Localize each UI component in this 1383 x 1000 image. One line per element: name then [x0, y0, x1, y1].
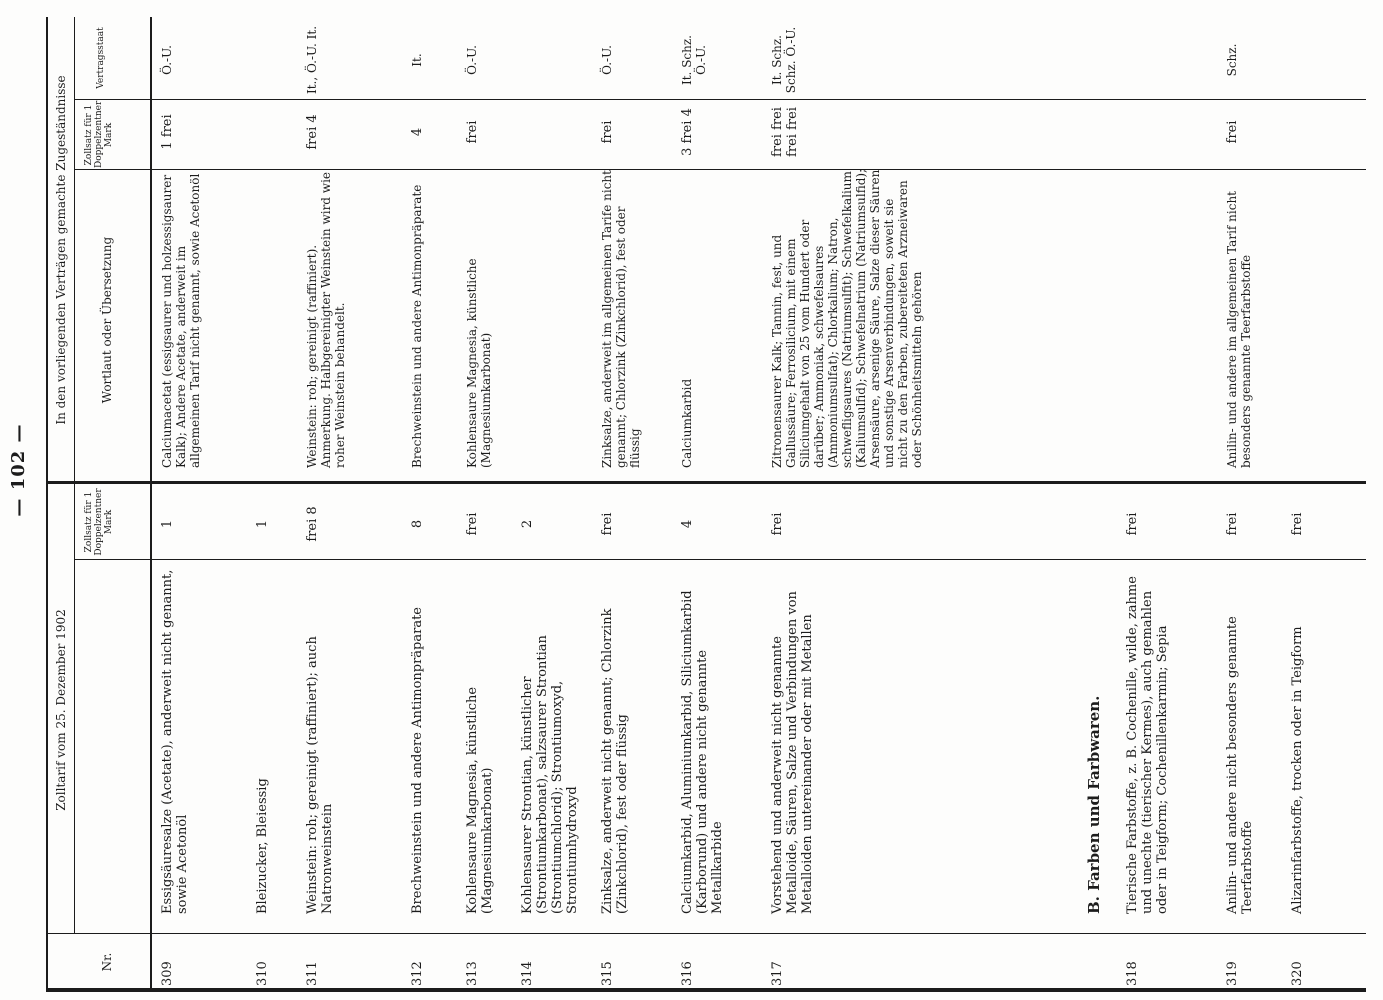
row-zoll: 4 — [680, 519, 695, 529]
row-desc: Anilin- und andere nicht besonders genannte Teerfarbstoffe — [1225, 616, 1255, 914]
right-title: In den vorliegenden Verträgen gemachte Zugeständnisse — [54, 75, 68, 425]
row-zoll: frei — [465, 512, 480, 536]
row-desc: Zinksalze, anderweit nicht genannt; Chlorzink (Zinkchlorid), fest oder flüssig — [600, 608, 630, 914]
row-staat: It. Schz. Ö.-U. — [680, 35, 708, 85]
row-staat: It. Schz. Schz. Ö.-U. — [770, 26, 798, 94]
vdesc-col-rule — [74, 169, 1366, 170]
row-staat: Ö.-U. — [160, 45, 174, 75]
row-zoll: frei — [600, 512, 615, 536]
row-nr: 316 — [680, 961, 695, 986]
row-staat: Ö.-U. — [465, 45, 479, 75]
row-zoll: 1 — [255, 519, 270, 529]
row-vdesc: Anilin- und andere im allgemeinen Tarif nicht besonders genannte Teerfarbstoffe — [1225, 190, 1253, 468]
row-vzoll: 4 — [410, 127, 425, 137]
digitization-credit — [1358, 0, 1380, 1000]
vzoll-col-rule — [74, 99, 1366, 100]
row-desc: Bleizucker, Bleiessig — [255, 778, 270, 914]
row-staat: Schz. — [1225, 43, 1239, 77]
row-vzoll: 1 frei — [160, 114, 175, 150]
header-bottom-rule — [150, 17, 152, 992]
row-desc: Calciumkarbid, Aluminiumkarbid, Siliciumkarbid (Karborund) und andere nicht genannte Metallkarbide — [680, 590, 725, 914]
row-vzoll: frei 4 — [305, 114, 320, 150]
row-vdesc: Brechweinstein und andere Antimonpräparate — [410, 184, 424, 468]
col-zoll-right-header: Zollsatz für 1 Doppelzentner Mark — [84, 100, 114, 168]
row-vzoll: frei — [465, 120, 480, 144]
row-desc: Vorstehend und anderweit nicht genannte Metalloide, Säuren, Salze und Verbindungen von Metalloiden untereinander oder mit Metallen — [770, 591, 815, 914]
row-nr: 312 — [410, 961, 425, 986]
row-nr: 320 — [1290, 961, 1305, 986]
row-nr: 317 — [770, 961, 785, 986]
col-wortlaut-header: Wortlaut oder Übersetzung — [100, 236, 114, 404]
row-vdesc: Calciumkarbid — [680, 378, 694, 468]
row-zoll: 8 — [410, 519, 425, 529]
col-nr-header: Nr. — [100, 952, 114, 972]
row-nr: 311 — [305, 961, 320, 986]
row-nr: 310 — [255, 961, 270, 986]
left-title: Zolltarif vom 25. Dezember 1902 — [54, 609, 68, 811]
row-vzoll: 3 frei 4 — [680, 108, 695, 156]
row-desc: Kohlensaurer Strontian, künstlicher (Strontiumkarbonat), salzsaurer Strontian (Strontiumchlorid); Strontiumoxyd, Strontiumhydroxyd — [520, 635, 580, 914]
section-heading: B. Farben und Farbwaren. — [1085, 695, 1103, 914]
nr-col-rule — [46, 933, 1366, 934]
row-vzoll: frei — [1225, 120, 1240, 144]
row-desc: Brechweinstein und andere Antimonpräparate — [410, 606, 425, 914]
col-staat-header: Vertragsstaat — [96, 27, 106, 89]
row-zoll: 2 — [520, 519, 535, 529]
row-vdesc: Calciumacetat (essigsaurer und holzessigsaurer Kalk); Andere Acetate, anderweit im allgemeinen Tarif nicht genannt, sowie Acetonöl — [160, 173, 202, 468]
row-nr: 315 — [600, 961, 615, 986]
row-vzoll: frei frei frei frei — [770, 107, 800, 157]
row-nr: 319 — [1225, 961, 1240, 986]
row-vdesc: Kohlensaure Magnesia, künstliche (Magnesiumkarbonat) — [465, 258, 493, 468]
row-desc: Weinstein: roh; gereinigt (raffiniert); auch Natronweinstein — [305, 636, 335, 914]
row-nr: 313 — [465, 961, 480, 986]
row-staat: Ö.-U. — [600, 45, 614, 75]
row-nr: 318 — [1125, 961, 1140, 986]
row-vzoll: frei — [600, 120, 615, 144]
row-vdesc: Weinstein: roh; gereinigt (raffiniert). Anmerkung. Halbgereinigter Weinstein wird wie roher Weinstein behandelt. — [305, 171, 347, 468]
row-staat: It. — [410, 53, 424, 67]
desc-col-rule — [74, 559, 1366, 560]
row-zoll: frei — [1225, 512, 1240, 536]
middle-divider — [46, 481, 1366, 484]
page-number: — 102 — — [8, 423, 29, 517]
row-nr: 314 — [520, 961, 535, 986]
row-desc: Kohlensaure Magnesia, künstliche (Magnesiumkarbonat) — [465, 686, 495, 914]
row-nr: 309 — [160, 961, 175, 986]
left-border — [46, 988, 1366, 992]
row-desc: Alizarinfarbstoffe, trocken oder in Teigform — [1290, 626, 1305, 914]
row-vdesc: Zinksalze, anderweit im allgemeinen Tarife nicht genannt; Chlorzink (Zinkchlorid), fest oder flüssig — [600, 170, 642, 468]
row-zoll: frei — [770, 512, 785, 536]
row-zoll: frei — [1125, 512, 1140, 536]
title-rule — [74, 17, 75, 934]
col-zoll-left-header: Zollsatz für 1 Doppelzentner Mark — [84, 488, 114, 556]
row-zoll: frei — [1290, 512, 1305, 536]
row-vdesc: Zitronensaurer Kalk; Tannin, fest, und Gallussäure; Ferrosilicium, mit einem Siliciumgehalt von 25 vom Hundert oder darüber; Ammoniak, schwefelsaures (Ammoniumsulfat); Chlorkalium; Natron, schwefligsaures (Natriumsulfit); Schwefelkalium (Kaliumsulfid); Schwefelnatrium (Natriumsulfid); Arsensäure, arsenige Säure, Salze dieser Säuren und sonstige Arsenverbindungen, soweit sie nicht zu den Farben, zubereiteten Arzneiwaren oder Schönheitsmitteln gehören — [770, 168, 924, 468]
row-staat: It., Ö.-U. It. — [305, 25, 319, 95]
row-desc: Essigsäuresalze (Acetate), anderweit nicht genannt, sowie Acetonöl — [160, 569, 190, 914]
row-zoll: 1 — [160, 519, 175, 529]
row-desc: Tierische Farbstoffe, z. B. Cochenille, wilde, zahme und unechte (tierischer Kermes), auch gemahlen oder in Teigform; Cochenillenkarmin; Sepia — [1125, 576, 1170, 914]
top-border — [46, 17, 48, 992]
row-zoll: frei 8 — [305, 506, 320, 542]
